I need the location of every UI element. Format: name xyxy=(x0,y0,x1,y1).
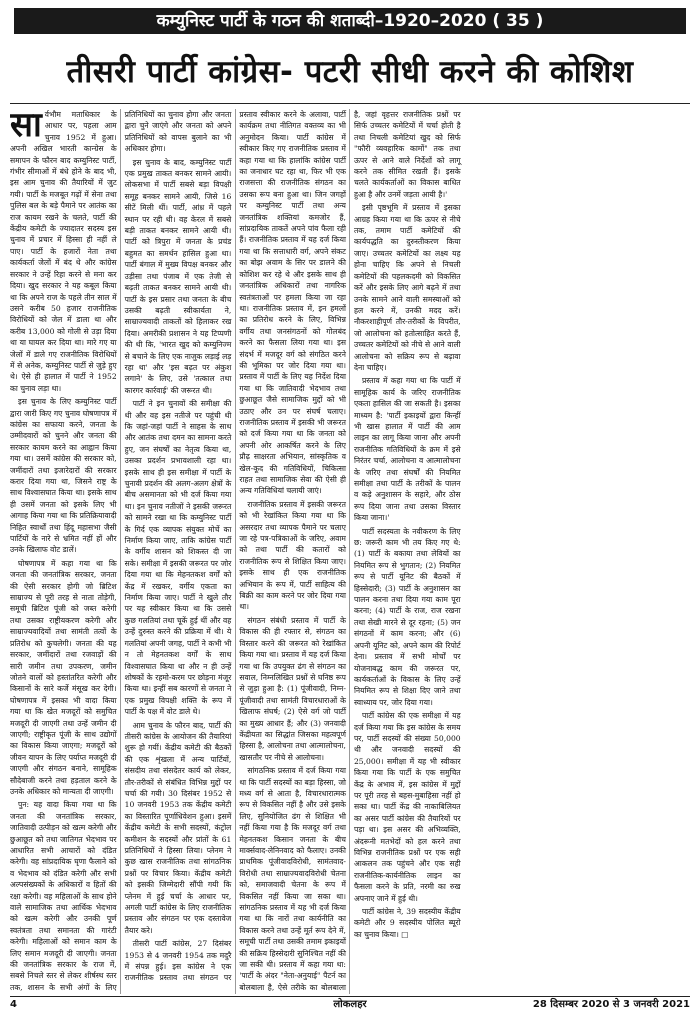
page-number: 4 xyxy=(10,999,17,1010)
series-banner: कम्युनिस्ट पार्टी के गठन की शताब्दी–1920–2020 ( 35 ) xyxy=(14,8,686,34)
article-paragraph: प्रस्ताव में कहा गया था कि पार्टी में सामूहिक कार्य के जरिए राजनीतिक एकता हासिल की जा सकती है। इसका माध्यम है: 'पार्टी इकाइयों द्वारा किन्हीं भी खास हालात में पार्टी की आम लाइन का लागू किया जाना और अपनी राजनीतिक गतिविधियों के क्रम में इसे निरंतर चर्चा, आलोचना व आत्मालोचना के जरिए तथा संघर्षों की नियमित समीक्षा तथा पार्टी के तरीकों के पालन व कड़े अनुशासन के सहारे, और ठोस रूप दिया जाना तथा उसका विस्तार किया जाना।' xyxy=(353,376,461,523)
article-paragraph: आम चुनाव के फौरन बाद, पार्टी की तीसरी कांग्रेस के आयोजन की तैयारियां शुरू हो गयीं। केंद्रीय कमेटी की बैठकों की एक शृंखला में अन्य पार्टियों, संसदीय तथा संसदेतर कार्य को लेकर, तौर-तरीकों से संबंधित विभिन्न मुद्दों पर चर्चा की गयी। 30 दिसंबर 1952 से 10 जनवरी 1953 तक केंद्रीय कमेटी का विस्तारित पूर्णाधिवेशन हुआ। इसमें केंद्रीय कमेटी के सभी सदस्यों, कंट्रोल कमीशन के सदस्यों और प्रांतों के 61 प्रतिनिधियों ने हिस्सा लिया। प्लेनम ने कुछ खास राजनीतिक तथा सांगठनिक प्रश्नों पर विचार किया। केंद्रीय कमेटी को इसकी जिम्मेदारी सौंपी गयी कि प्लेनम में हुई चर्चा के आधार पर, अगली पार्टी कांग्रेस के लिए राजनीतिक प्रस्ताव और संगठन पर एक दस्तावेज तैयार करे। xyxy=(124,720,232,935)
article-paragraph: तीसरी पार्टी कांग्रेस, 27 दिसंबर 1953 से 4 जनवरी 1954 तक मदुरै में संपन्न हुई। इस कांग्रेस ने एक राजनीतिक प्रस्ताव तथा संगठन पर प्रस्ताव स्वीकार करने के अलावा, पार्टी कार्यक्रम तथा नीतिगत वक्तव्य का भी अनुमोदन किया। पार्टी कांग्रेस में स्वीकार किए गए राजनीतिक प्रस्ताव में कहा गया था कि हालांकि कांग्रेस पार्टी का जनाधार घट रहा था, फिर भी एक राजसत्ता की राजनीतिक संगठन का उसका रूप बना हुआ था। जिन जगहों पर कम्युनिस्ट पार्टी तथा अन्य जनतांत्रिक शक्तियां कमजोर हैं, सांप्रदायिक ताकतें अपने पांव फैला रही हैं। राजनीतिक प्रस्ताव में यह दर्ज किया गया था कि सत्ताधारी वर्ग, अपने संकट का बोझ अवाम के सिर पर डालने की कोशिश कर रहे थे और इसके साथ ही जनतांत्रिक अधिकारों तथा नागरिक स्वतंत्रताओं पर हमला किया जा रहा था। राजनीतिक प्रस्ताव में, इन हमलों का प्रतिरोध करने के लिए, विभिन्न वर्गीय तथा जनसंगठनों को गोलबंद करने का फैसला लिया गया था। इस संदर्भ में मजदूर वर्ग को संगठित करने की भूमिका पर जोर दिया गया था। प्रस्ताव में पार्टी के लिए यह निर्देश दिया गया था कि जातिवादी भेदभाव तथा छुआछूत जैसे सामाजिक मुद्दों को भी उठाए और उन पर संघर्ष चलाए। राजनीतिक प्रस्ताव में इसकी भी जरूरत को दर्ज किया गया था कि जनता को अपनी ओर आकर्षित करने के लिए प्रौढ़ साक्षरता अभियान, सांस्कृतिक व खेल-कूद की गतिविधियों, चिकित्सा राहत तथा सामाजिक सेवा की ऐसी ही अन्य गतिविधियां चलायी जाएं। xyxy=(124,110,346,983)
article-paragraph: सांगठनिक प्रस्ताव में दर्ज किया गया था कि पार्टी सदस्यों का बड़ा हिस्सा, जो मध्य वर्ग से आता है, विचारधारात्मक रूप से विकसित नहीं है और उसे इसके लिए, सुनियोजित ढंग से शिक्षित भी नहीं किया गया है कि मजदूर वर्ग तथा मेहनतकश किसान जनता के बीच मार्क्सवाद-लेनिनवाद को फैलाए। उनकी प्राथमिक पूंजीवादविरोधी, सामंतवाद-विरोधी तथा साम्राज्यवादविरोधी चेतना को, समाजवादी चेतना के रूप में विकसित नहीं किया जा सका था। सांगठनिक प्रस्ताव में यह भी दर्ज किया गया था कि नारों तथा कार्यनीति का विकास करने तथा उन्हें मूर्त रूप देने में, समूची पार्टी तथा उसकी तमाम इकाइयों की सक्रिय हिस्सेदारी सुनिश्चित नहीं की जा सकी थी। प्रस्ताव में कहा गया था: 'पार्टी के अंदर "नेता-अनुयाई" पैटर्न का बोलबाला है, ऐसे तरीके का बोलबाला है, जहां वृहत्तर राजनीतिक प्रश्नों पर सिर्फ उच्चतर कमेटियों में चर्चा होती है तथा निचली कमेटियां खुद को सिर्फ "फौरी व्यवहारिक कामों" तक तथा ऊपर से आने वाले निर्देशों को लागू करने तक सीमित रखती हैं। इसके चलते कार्यकर्ताओं का विकास बाधित हुआ है और उनमें जड़ता आयी है।' xyxy=(239,110,461,992)
paragraph-text: पार्टी कांग्रेस ने, 39 सदस्यीय केंद्रीय कमेटी और 9 सदस्यीय पोलित ब्यूरो का चुनाव किया। xyxy=(353,907,461,939)
headline-divider xyxy=(10,103,690,104)
article-paragraph: घोषणापत्र में कहा गया था कि जनता की जनतांत्रिक सरकार, जनता की ऐसी सरकार होगी जो ब्रिटिश साम्राज्य से पूरी तरह से नाता तोड़ेगी, समूची ब्रिटिश पूंजी को जब्त करेगी तथा उसका राष्ट्रीयकरण करेगी और साम्राज्यवादियों तथा सामंती तत्वों के प्रतिरोध को कुचलेगी। जनता की यह सरकार, जमींदारों तथा रजवाड़ों की सारी जमीन तथा उपकरण, जमीन जोतने वालों को हस्तांतरित करेगी और किसानों के सारे कर्जे मंसूख कर देगी। घोषणापत्र में इसका भी वादा किया गया था कि खेत मजदूरों को समुचित मजदूरी दी जाएगी तथा उन्हें जमीन दी जाएगी; राष्ट्रीकृत पूंजी के साथ उद्योगों का विकास किया जाएगा; मजदूरों को जीवन यापन के लिए पर्याप्त मजदूरी दी जाएगी और संगठन बनाने, सामूहिक सौदेबाजी करने तथा हड़ताल करने के उनके अधिकार को मान्यता दी जाएगी। xyxy=(10,558,117,796)
article-paragraph: संगठन संबंधी प्रस्ताव में पार्टी के विकास की ही रफ्तार से, संगठन का विस्तार करने की जरूरत को रेखांकित किया गया था। प्रस्ताव में यह दर्ज किया गया था कि उपयुक्त ढंग से संगठन का सवाल, निम्नलिखित प्रश्नों से घनिष्ठ रूप से जुड़ा हुआ है: (1) पूंजीवादी, निम्न-पूंजीवादी तथा सामंती विचारधाराओं के खिलाफ संघर्ष; (2) ऐसे वर्ग जो पार्टी का मुख्य आधार हैं; और (3) जनवादी केंद्रीयता का सिद्धांत जिसका महत्वपूर्ण हिस्सा है, आलोचना तथा आत्मालोचना, खासतौर पर नीचे से आलोचना। xyxy=(239,615,346,762)
article-body xyxy=(10,109,690,994)
article-paragraph: इसी पृष्ठभूमि में प्रस्ताव में इसका आग्रह किया गया था कि ऊपर से नीचे तक, तमाम पार्टी कमेटियों की कार्यपद्धति का दुरुस्तीकरण किया जाए। उच्चतर कमेटियों का लक्ष्य यह होना चाहिए कि अपने से निचली कमेटियों की पहलकदमी को विकसित करें और इसके लिए आगे बढ़ने में तथा उनके सामने आने वाली समस्याओं को हल करने में, उनकी मदद करें। नौकरशाहीपूर्ण तौर-तरीकों के विपरीत, जो आलोचना को हतोत्साहित करते हैं, उच्चतर कमेटियों को नीचे से आने वाली आलोचना को सक्रिय रूप से बढ़ावा देना चाहिए। xyxy=(353,203,461,372)
publication-name: लोकलहर xyxy=(333,999,367,1010)
end-of-article-mark: □ xyxy=(401,929,409,939)
article-paragraph: इस चुनाव के लिए कम्युनिस्ट पार्टी द्वारा जारी किए गए चुनाव घोषणापत्र में कांग्रेस का सफाया करने, जनता के उम्मीदवारों को चुनने और जनता की सरकार कायम करने का आह्वान किया गया था। उसमें कांग्रेस की सरकार को, जमींदारों तथा इजारेदारों की सरकार करार दिया गया था, जिसने राष्ट्र के साथ विश्वासघात किया था। इसके साथ ही उसमें जनता को इसके लिए भी आगाह किया गया था कि प्रतिक्रियावादी निहित स्वार्थों तथा हिंदू महासभा जैसी पार्टियों के नारे से भ्रमित नहीं हों और उनके खिलाफ वोट डालें। xyxy=(10,397,117,555)
article-paragraph xyxy=(10,109,117,394)
article-paragraph: पार्टी सदस्यता के नवीकरण के लिए छ: जरूरी काम भी तय किए गए थे: (1) पार्टी के बकाया तथा लेवियों का नियमित रूप से भुगतान; (2) नियमित रूप से पार्टी यूनिट की बैठकों में हिस्सेदारी; (3) पार्टी के अनुशासन का पालन करना तथा दिया गया काम पूरा करना; (4) पार्टी के राज, राज रखना तथा सेखी मारने से दूर रहना; (5) जन संगठनों में काम करना; और (6) अपनी यूनिट को, अपने काम की रिपोर्ट देना। प्रस्ताव में सभी मोर्चों पर योजनाबद्ध काम की जरूरत पर, कार्यकर्ताओं के विकास के लिए उन्हें नियमित रूप से शिक्षा दिए जाने तथा स्वाध्याय पर, जोर दिया गया। xyxy=(353,526,461,707)
article-headline: तीसरी पार्टी कांग्रेस- पटरी सीधी करने की कोशिश xyxy=(66,54,634,90)
article-paragraph: पुन: यह वादा किया गया था कि जनता की जनतांत्रिक सरकार, जातिवादी उत्पीड़न को खत्म करेगी और छुआछूत को तथा जातिगत भेदभाव पर आधारित सभी आचारों को दंडित करेगी। वह सांप्रदायिक घृणा फैलाने को व भेदभाव को दंडित करेगी और सभी अल्पसंख्यकों के अधिकारों व हितों की रक्षा करेगी। वह महिलाओं के साथ होने वाले सामाजिक तथा आर्थिक भेदभाव को खत्म करेगी और उनकी पूर्ण स्वतंत्रता तथा समानता की गारंटी करेगी। महिलाओं को समान काम के लिए समान मजदूरी दी जाएगी। जनता की जनतांत्रिक सरकार के राज में, सबसे निचले स्तर से लेकर शीर्षस्थ स्तर तक, शासन के सभी अंगों के लिए प्रतिनिधियों का चुनाव होगा और जनता द्वारा चुने जाएंगे और जनता को अपने प्रतिनिधियों को वापस बुलाने का भी अधिकार होगा। xyxy=(10,110,232,992)
article-paragraph: राजनीतिक प्रस्ताव में इसकी जरूरत को भी रेखांकित किया गया था कि असरदार तथा व्यापक पैमाने पर चलाए जा रहे पत्र-पत्रिकाओं के जरिए, अवाम को तथा पार्टी की कतारों को राजनीतिक रूप से शिक्षित किया जाए। इसके साथ ही एक राजनीतिक अभियान के रूप में, पार्टी साहित्य की बिक्री का काम करने पर जोर दिया गया था। xyxy=(239,499,346,612)
article-paragraph: पार्टी ने इन चुनावों की समीक्षा की थी और वह इस नतीजे पर पहुंची थी कि जहां-जहां पार्टी ने साहस के साथ और आतंक तथा दमन का सामना करते हुए, जन संघर्षों का नेतृत्व किया था, उसका प्रदर्शन प्रभावशाली रहा था। इसके साथ ही इस समीक्षा में पार्टी के चुनावी प्रदर्शन की अलग-अलग क्षेत्रों के बीच असमानता को भी दर्ज किया गया था। इन चुनाव नतीजों ने इसकी जरूरत को सामने रखा था कि कम्युनिस्ट पार्टी के गिर्द एक व्यापक संयुक्त मोर्चे का निर्माण किया जाए, ताकि कांग्रेस पार्टी के वर्गीय शासन को शिकस्त दी जा सके। समीक्षा में इसकी जरूरत पर जोर दिया गया था कि मेहनतकश वर्गों को केंद्र में रखकर, वर्गीय एकता का निर्माण किया जाए। पार्टी ने खुले तौर पर यह स्वीकार किया था कि उससे कुछ गलतियां तथा चूकें हुई थीं और वह उन्हें दुरुस्त करने की प्रक्रिया में थी। ये गलतियां अपनी जगह, पार्टी ने कभी भी न तो मेहनतकश वर्गों के साथ विश्वासघात किया था और न ही उन्हें शोषकों के रहमो-करम पर छोड़ना मंजूर किया था। इन्हीं सब कारणों से जनता ने एक प्रमुख विपक्षी शक्ति के रूप में पार्टी के पक्ष में वोट डाले थे। xyxy=(124,399,232,717)
article-paragraph xyxy=(354,906,461,940)
issue-date: 28 दिसम्बर 2020 से 3 जनवरी 2021 xyxy=(532,999,690,1010)
paragraph-text: र्वभौम मताधिकार के आधार पर, पहला आम चुनाव 1952 में हुआ। अपनी अखिल भारती कान्ग्रेस के समापन के फौरन बाद कम्युनिस्ट पार्टी, गंभीर सीमाओं में बंधे होने के बाद भी, इस आम चुनाव की तैयारियों में जुट गयी। पार्टी के मजबूत गढ़ों में सेना तथा पुलिस बल के बड़े पैमाने पर आतंक का राज कायम रखने के चलते, पार्टी की केंद्रीय कमेटी के ज्यादातर सदस्य इस चुनाव में प्रचार में हिस्सा ही नहीं ले पाए। पार्टी के हजारों नेता तथा कार्यकर्ता जेलों में बंद थे और कांग्रेस सरकार ने उन्हें रिहा करने से मना कर दिया। खुद सरकार ने यह कबूल किया था कि अपने राज के पहले तीन साल में उसने करीब 50 हजार राजनीतिक विरोधियों को जेल में डाला था और करीब 13,000 को गोली से उड़ा दिया था या घायल कर दिया था। मारे गए या जेलों में डाले गए राजनीतिक विरोधियों में से अनेक, कम्युनिस्ट पार्टी से जुड़े हुए थे। ऐसे ही हालात में पार्टी ने 1952 का चुनाव लड़ा था। xyxy=(10,110,117,393)
article-paragraph: पार्टी कांग्रेस की एक समीक्षा में यह दर्ज किया गया कि इस कांग्रेस के समय पर, पार्टी सदस्यों की संख्या 50,000 थी और जनवादी सदस्यों की 25,000। समीक्षा में यह भी स्वीकार किया गया कि पार्टी के एक समुचित केंद्र के अभाव में, इस कांग्रेस में मुद्दों पर पूरी तरह से बहस-मुबाहिसा नहीं हो सका था। पार्टी केंद्र की नाकाबिलियत का असर पार्टी कांग्रेस की तैयारियों पर पड़ा था। इस असर की अभिव्यक्ति, अंदरूनी मतभेदों को हल करने तथा विभिन्न राजनीतिक प्रश्नों पर एक सही आकलन तक पहुंचने और एक सही राजनीतिक-कार्यनीतिक लाइन का फैसला करने के प्रति, नरमी का रुख अपनाए जाने में हुई थी। xyxy=(353,711,461,903)
page-footer xyxy=(10,996,690,1011)
article-paragraph: इस चुनाव के बाद, कम्युनिस्ट पार्टी एक प्रमुख ताकत बनकर सामने आयी। लोकसभा में पार्टी सबसे बड़ा विपक्षी समूह बनकर सामने आयी, जिसे 16 सीटें मिली थीं। पार्टी, आंध्र में पहले स्थान पर रही थी। वह केरल में सबसे बड़ी ताकत बनकर सामने आयी थी। पार्टी को त्रिपुरा में जनता के प्रचंड बहुमत का समर्थन हासिल हुआ था। पार्टी बंगाल में मुख्य विपक्ष बनकर और उड़ीसा तथा पंजाब में एक तेजी से बढ़ती ताकत बनकर सामने आयी थी। पार्टी के इस प्रसार तथा जनता के बीच उसकी बढ़ती स्वीकार्यता ने, साम्राज्यवादी ताकतों को हिलाकर रख दिया। अमरीकी प्रशासन ने यह टिप्पणी की थी कि, 'भारत खुद को कम्युनिज्म से बचाने के लिए एक नाजुक लड़ाई लड़ रहा था' और 'इस बढ़त पर अंकुश लगाने' के लिए, उसे 'तत्काल तथा कारगर कार्रवाई' की जरूरत थी। xyxy=(124,157,232,395)
drop-cap: सा xyxy=(10,109,42,145)
